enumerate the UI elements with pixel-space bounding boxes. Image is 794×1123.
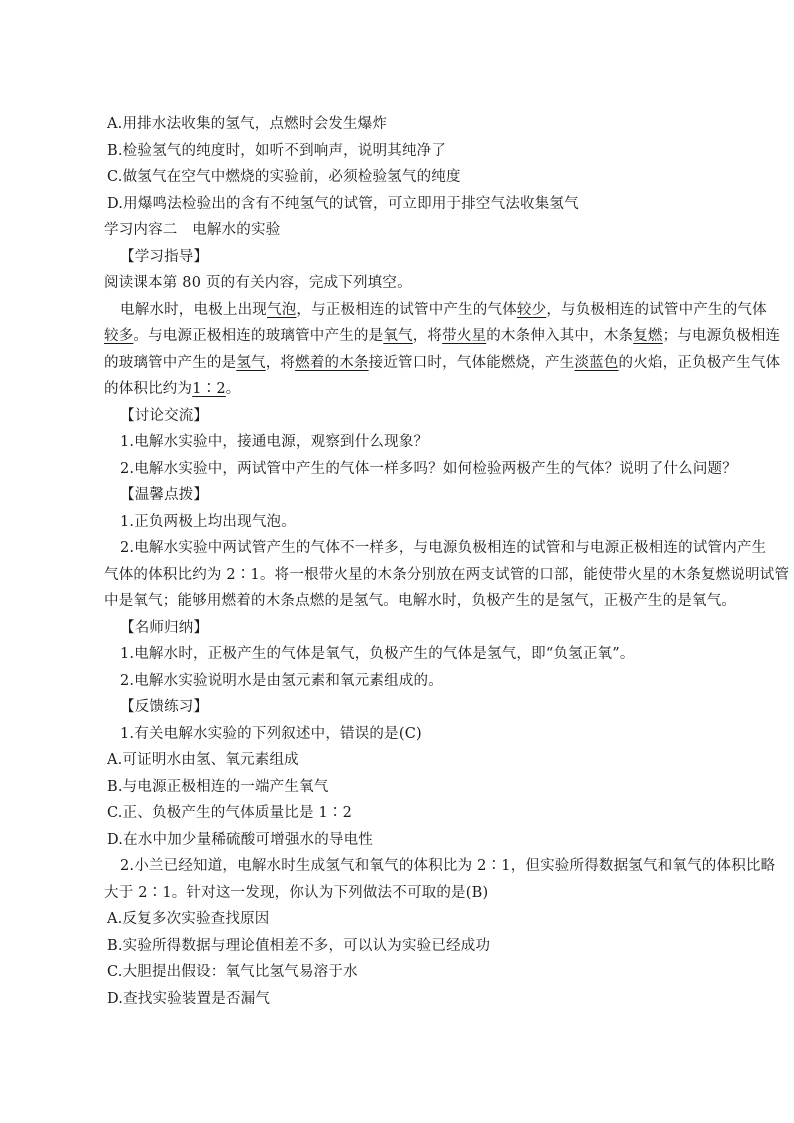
fill-text: 接近管口时，气体能燃烧，产生	[368, 354, 575, 371]
option-c: C.做氢气在空气中燃烧的实验前，必须检验氢气的纯度	[107, 169, 461, 185]
practice-heading: 【反馈练习】	[120, 699, 209, 715]
tips-line: 中是氧气；能够用燃着的木条点燃的是氢气。电解水时，负极产生的是氢气，正极产生的是氧气。	[104, 593, 737, 609]
tips-line: 1.正负两极上均出现气泡。	[120, 513, 296, 530]
fill-line-3	[104, 350, 781, 377]
fill-line-4	[104, 376, 704, 403]
fill-text: 的火焰，正负极产生气体	[618, 354, 781, 371]
option-d: D.用爆鸣法检验出的含有不纯氢气的试管，可立即用于排空气法收集氢气	[107, 195, 579, 212]
fill-answer: 复燃	[633, 328, 663, 344]
question-2-stem: 2.小兰已经知道，电解水时生成氢气和氧气的体积比为 2∶1，但实验所得数据氢气和氧气的体积比略	[120, 858, 776, 874]
tips-line: 2.电解水实验中两试管产生的气体不一样多，与电源负极相连的试管和与电源正极相连的试管内产生	[120, 540, 767, 556]
summary-item: 1.电解水时，正极产生的气体是氧气，负极产生的气体是氢气，即“负氢正氧”。	[120, 646, 635, 662]
option-b: B.检验氢气的纯度时，如听不到响声，说明其纯净了	[107, 142, 447, 159]
discuss-item: 2.电解水实验中，两试管中产生的气体一样多吗？如何检验两极产生的气体？说明了什么问题？	[120, 460, 737, 477]
fill-text: 的玻璃管中产生的是	[104, 354, 237, 371]
page-content	[104, 111, 790, 1012]
question-1-stem: 1.有关电解水实验的下列叙述中，错误的是(C)	[120, 725, 422, 742]
summary-heading: 【名师归纳】	[120, 619, 209, 636]
summary-item: 2.电解水实验说明水是由氢元素和氧元素组成的。	[120, 672, 443, 689]
fill-line-1	[104, 297, 767, 324]
fill-answer: 燃着的木条	[295, 354, 369, 371]
question-1-option-c: C.正、负极产生的气体质量比是 1∶2	[107, 805, 353, 821]
fill-text: ，与负极相连的试管中产生的气体	[546, 301, 767, 318]
fill-answer: 氢气	[236, 354, 266, 371]
fill-answer: 淡蓝色	[574, 354, 619, 371]
fill-text: ；与电源负极相连	[662, 328, 781, 344]
section-title: 学习内容二 电解水的实验	[104, 222, 281, 238]
guide-intro: 阅读课本第 80 页的有关内容，完成下列填空。	[104, 275, 412, 291]
fill-line-2	[104, 323, 781, 350]
question-2-option-d: D.查找实验装置是否漏气	[107, 990, 271, 1007]
fill-text: 。	[225, 381, 241, 397]
fill-answer: 1∶2	[192, 381, 226, 397]
tips-line: 气体的体积比约为 2∶1。将一根带火星的木条分别放在两支试管的口部，能使带火星的木条复燃说明试管	[104, 566, 790, 583]
option-a: A.用排水法收集的氢气，点燃时会发生爆炸	[107, 116, 388, 132]
fill-text: ，将	[265, 354, 296, 371]
fill-text: ，与正极相连的试管中产生的气体	[296, 301, 517, 318]
question-1-option-a: A.可证明水由氢、氧元素组成	[107, 752, 299, 768]
discuss-heading: 【讨论交流】	[120, 407, 209, 424]
question-2-stem-cont: 大于 2∶1。针对这一发现，你认为下列做法不可取的是(B)	[104, 884, 489, 901]
question-1-option-d: D.在水中加少量稀硫酸可增强水的导电性	[107, 831, 374, 848]
question-2-option-a: A.反复多次实验查找原因	[107, 911, 270, 927]
question-2-option-b: B.实验所得数据与理论值相差不多，可以认为实验已经成功	[107, 937, 491, 954]
question-2-option-c: C.大胆提出假设：氧气比氢气易溶于水	[107, 964, 358, 980]
fill-answer: 较多	[104, 328, 134, 344]
fill-answer: 氧气	[383, 328, 413, 344]
fill-answer: 气泡	[267, 301, 297, 318]
fill-text: 。与电源正极相连的玻璃管中产生的是	[133, 328, 384, 344]
tips-heading: 【温馨点拨】	[120, 487, 209, 503]
fill-text: 的体积比约为	[104, 381, 193, 397]
fill-answer: 带火星	[442, 328, 487, 344]
discuss-item: 1.电解水实验中，接通电源，观察到什么现象？	[120, 434, 429, 450]
fill-text: ，将	[412, 328, 443, 344]
fill-answer: 较少	[516, 301, 547, 318]
fill-text: 的木条伸入其中，木条	[486, 328, 634, 344]
guide-heading: 【学习指导】	[120, 248, 209, 265]
question-1-option-b: B.与电源正极相连的一端产生氧气	[107, 778, 329, 795]
fill-text: 电解水时，电极上出现	[120, 301, 267, 318]
